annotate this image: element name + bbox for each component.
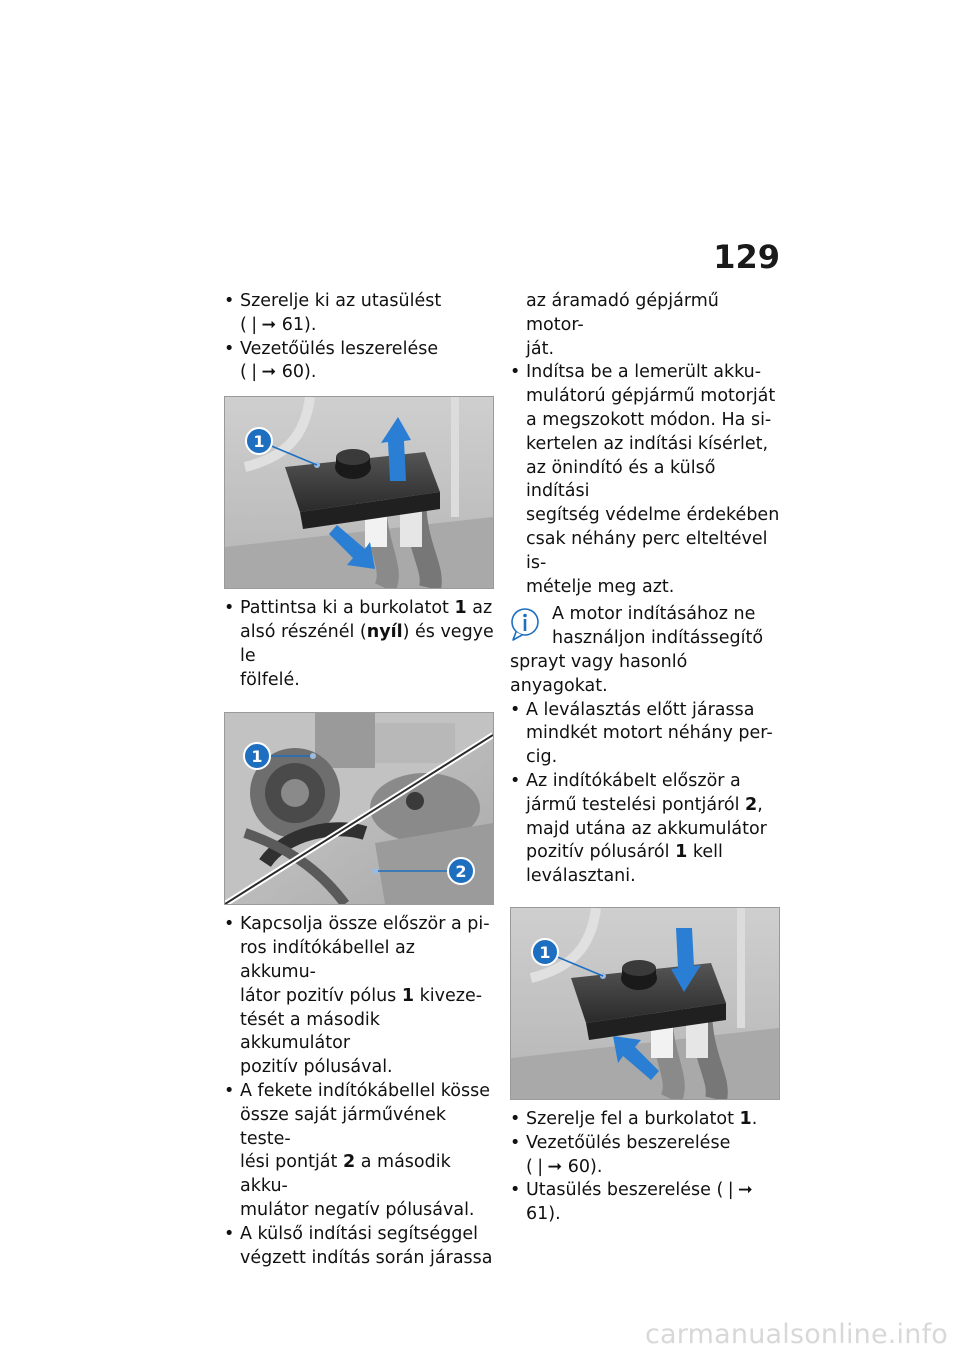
list-item-text: • Indítsa be a lemerült akku- xyxy=(526,362,762,383)
arrow-right-icon: ❘➞ xyxy=(246,314,277,335)
list-item xyxy=(510,1132,780,1180)
watermark: carmanualsonline.info xyxy=(645,1319,948,1350)
list-item xyxy=(510,1108,780,1132)
list-item xyxy=(224,1080,494,1223)
figure-cover-install xyxy=(510,907,780,1100)
list-item-text: • A külső indítási segítséggel xyxy=(240,1223,478,1244)
list-item-text: • Vezetőülés beszerelése xyxy=(526,1132,731,1153)
info-note xyxy=(510,603,780,698)
list-item-text: mulátor negatív pólusával. xyxy=(240,1199,475,1220)
callout-2: 2 xyxy=(455,862,467,882)
list-item-text: • Szerelje fel a burkolatot 1. xyxy=(526,1108,758,1129)
list-item-text: • A leválasztás előtt járassa xyxy=(526,699,755,720)
page-number: 129 xyxy=(713,238,780,276)
list-item-text: látor pozitív pólus 1 kiveze- xyxy=(240,985,483,1006)
list-item-text: majd utána az akkumulátor xyxy=(526,818,767,839)
list-item-text: cig. xyxy=(526,747,558,768)
left-column xyxy=(224,290,494,1270)
callout-1: 1 xyxy=(251,747,263,767)
list-item xyxy=(224,913,494,1080)
page-reference[interactable]: (❘➞ 61). xyxy=(240,314,317,335)
info-icon xyxy=(510,607,540,649)
note-text: használjon indítássegítő xyxy=(552,628,764,649)
figure-cable-connection xyxy=(224,712,494,905)
note-text: A motor indításához ne xyxy=(552,604,756,625)
note-text: sprayt vagy hasonló anyagokat. xyxy=(510,651,688,696)
list-item-text: mulátorú gépjármű motorját xyxy=(526,386,776,407)
callout-1: 1 xyxy=(253,432,265,452)
list-item-text: csak néhány perc elteltével is- xyxy=(526,528,768,573)
right-column xyxy=(510,290,780,1227)
list-item-text: pozitív pólusáról 1 kell xyxy=(526,842,723,863)
list-item-text: össze saját járművének teste- xyxy=(240,1104,447,1149)
list-item-text: • Vezetőülés leszerelése xyxy=(240,338,439,359)
callout-1: 1 xyxy=(539,942,551,962)
list-item-text: leválasztani. xyxy=(526,866,636,887)
page-reference[interactable]: • Utasülés beszerelése (❘➞ 61). xyxy=(526,1180,753,1225)
continued-text: ját. xyxy=(526,338,555,359)
list-item-text: végzett indítás során járassa xyxy=(240,1247,493,1268)
page-reference[interactable]: (❘➞ 60). xyxy=(240,362,317,383)
list-item-text: a megszokott módon. Ha si- xyxy=(526,409,772,430)
list-item-text: mindkét motort néhány per- xyxy=(526,723,773,744)
list-item-text: alsó részénél (nyíl) és vegye le xyxy=(240,621,494,666)
arrow-right-icon: ❘➞ xyxy=(723,1180,753,1201)
list-item-text: pozitív pólusával. xyxy=(240,1057,393,1078)
page-reference[interactable]: (❘➞ 60). xyxy=(526,1156,603,1177)
list-item xyxy=(510,361,780,599)
list-item xyxy=(510,699,780,770)
list-item-text: ros indítókábellel az akkumu- xyxy=(240,938,415,982)
list-item-text: jármű testelési pontjáról 2, xyxy=(526,794,763,815)
arrow-right-icon: ❘➞ xyxy=(246,362,277,383)
list-item-text: lési pontját 2 a második akku- xyxy=(240,1152,451,1197)
list-item xyxy=(224,597,494,692)
list-item-text: mételje meg azt. xyxy=(526,576,675,597)
list-item xyxy=(510,1179,780,1227)
list-item-text: • Szerelje ki az utasülést xyxy=(240,291,442,311)
list-item xyxy=(224,1223,494,1271)
list-item-text: • Az indítókábelt először a xyxy=(526,770,741,791)
list-item-text: • Kapcsolja össze először a pi- xyxy=(240,914,490,935)
arrow-right-icon: ❘➞ xyxy=(532,1156,563,1177)
list-item xyxy=(224,290,494,338)
list-item-text: • A fekete indítókábellel kösse xyxy=(240,1080,490,1101)
list-item xyxy=(510,770,780,889)
list-item-text: tését a második akkumulátor xyxy=(240,1009,380,1054)
figure-cover-removal xyxy=(224,396,494,589)
list-item xyxy=(224,338,494,386)
continued-text: az áramadó gépjármű motor- xyxy=(526,291,719,335)
list-item-text: segítség védelme érdekében xyxy=(526,505,780,526)
list-item-text: kertelen az indítási kísérlet, xyxy=(526,433,769,454)
list-item-text: fölfelé. xyxy=(240,669,300,690)
list-item-text: • Pattintsa ki a burkolatot 1 az xyxy=(240,598,493,619)
list-item-text: az önindító és a külső indítási xyxy=(526,457,716,502)
